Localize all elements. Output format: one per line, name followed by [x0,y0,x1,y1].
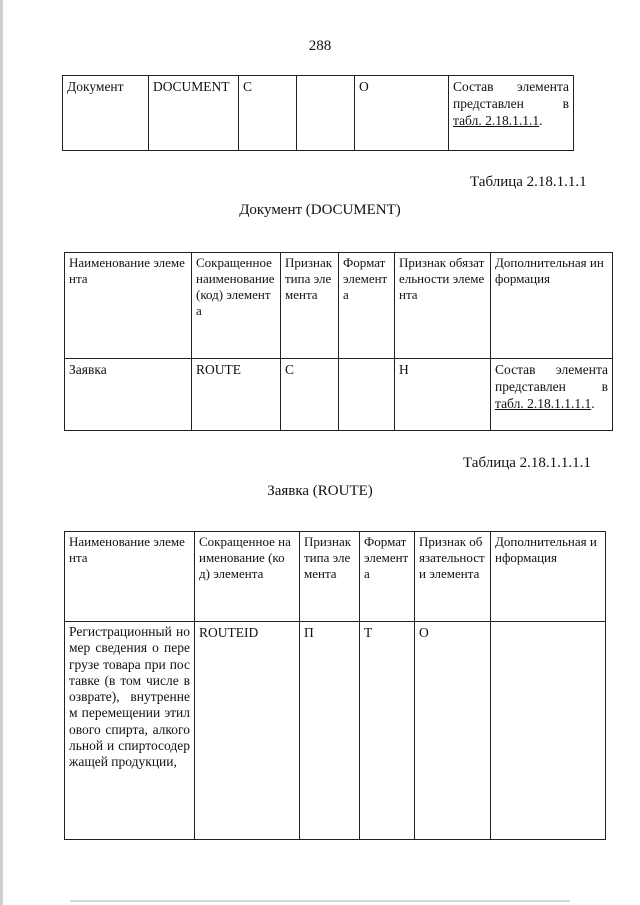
cell-required: О [355,76,449,151]
header-name: Наименование элемента [65,532,195,622]
table-header-row [65,253,613,359]
header-required: Признак обязательности элемента [415,532,491,622]
info-line: Состав элемента [453,79,569,94]
table-row [63,76,574,151]
info-line: представлен в [495,379,608,394]
table-document-continued [62,75,574,151]
table-reference-link[interactable]: табл. 2.18.1.1.1.1 [495,396,592,411]
header-type: Признак типа элемента [281,253,339,359]
header-format: Формат элемента [360,532,415,622]
header-code: Сокращенное наименование (код) элемента [195,532,300,622]
table-title-1: Документ (DOCUMENT) [239,202,401,218]
cell-format: Т [360,622,415,840]
table-caption-2: Таблица 2.18.1.1.1.1 [463,455,591,471]
table-row [65,622,606,840]
table-row [65,359,613,431]
table-header-row [65,532,606,622]
info-period: . [591,396,595,411]
cell-name: Заявка [65,359,192,431]
info-line: Состав элемента [495,362,608,377]
cell-type: С [239,76,297,151]
table-route [64,531,606,840]
header-code: Сокращенное наименование (код) элемента [192,253,281,359]
scan-edge-bottom [70,900,570,902]
cell-type: С [281,359,339,431]
table-reference-link[interactable]: табл. 2.18.1.1.1 [453,113,540,128]
info-period: . [539,113,543,128]
cell-info [491,622,606,840]
header-required: Признак обязательности элемента [395,253,491,359]
cell-name: Документ [63,76,149,151]
header-name: Наименование элемента [65,253,192,359]
cell-info [491,359,613,431]
header-info: Дополнительная информация [491,532,606,622]
cell-required: Н [395,359,491,431]
info-line: представлен в [453,96,569,111]
header-info: Дополнительная информация [491,253,613,359]
table-caption-1: Таблица 2.18.1.1.1 [470,174,587,190]
page-number: 288 [308,38,332,54]
cell-code: ROUTEID [195,622,300,840]
cell-type: П [300,622,360,840]
header-type: Признак типа элемента [300,532,360,622]
cell-format [339,359,395,431]
cell-info [449,76,574,151]
cell-code: DOCUMENT [149,76,239,151]
cell-format [297,76,355,151]
cell-required: О [415,622,491,840]
table-title-2: Заявка (ROUTE) [267,483,373,499]
cell-name: Регистрационный номер сведения о перегрузе товара при поставке (в том числе возврате), внутреннем перемещении этилового спирта, алкогольной и спиртосодержащей продукции, [65,622,195,840]
header-format: Формат элемента [339,253,395,359]
scan-edge-left [0,0,3,905]
cell-code: ROUTE [192,359,281,431]
table-document [64,252,613,431]
